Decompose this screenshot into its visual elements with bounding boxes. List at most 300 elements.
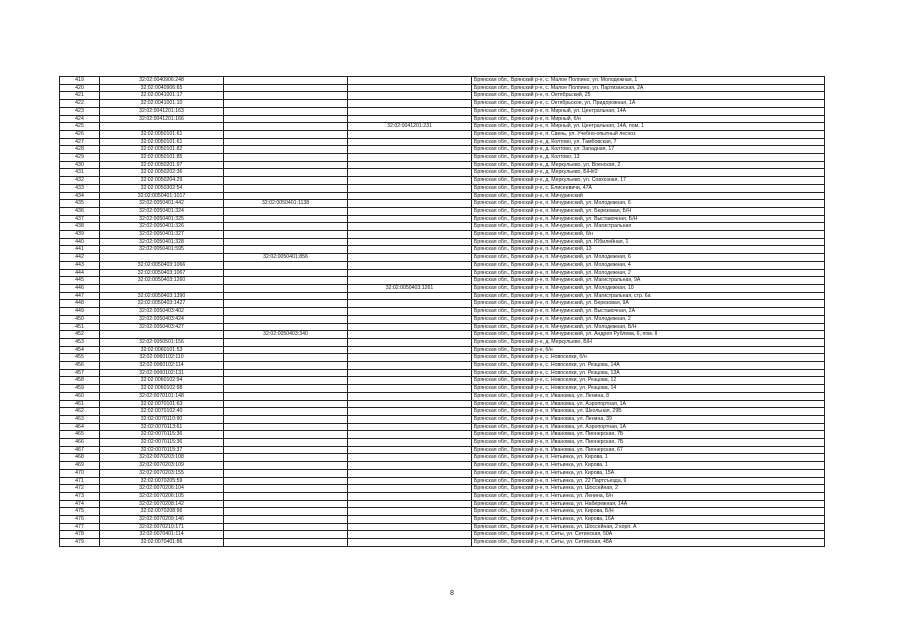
premises-cadastral-number bbox=[348, 269, 472, 277]
address: Брянская обл., Брянский р-н, п. Ивановка, ул. Пионерская, 67 bbox=[472, 446, 825, 454]
building-cadastral-number bbox=[224, 107, 348, 115]
table-row bbox=[60, 154, 825, 162]
row-number: 426 bbox=[60, 130, 100, 138]
premises-cadastral-number bbox=[348, 377, 472, 385]
premises-cadastral-number bbox=[348, 385, 472, 393]
building-cadastral-number: 32:02:0050401:1138 bbox=[224, 200, 348, 208]
building-cadastral-number bbox=[224, 469, 348, 477]
row-number: 444 bbox=[60, 269, 100, 277]
premises-cadastral-number bbox=[348, 77, 472, 85]
row-number: 470 bbox=[60, 469, 100, 477]
table-row bbox=[60, 423, 825, 431]
land-cadastral-number bbox=[100, 254, 224, 262]
row-number: 436 bbox=[60, 207, 100, 215]
premises-cadastral-number bbox=[348, 292, 472, 300]
row-number: 424 bbox=[60, 115, 100, 123]
address: Брянская обл., Брянский р-н, п. Нетьинка, ул. Шоссейная, 2 корп. А bbox=[472, 523, 825, 531]
land-cadastral-number: 32:02:0050403:1067 bbox=[100, 269, 224, 277]
row-number: 466 bbox=[60, 439, 100, 447]
premises-cadastral-number bbox=[348, 369, 472, 377]
row-number: 438 bbox=[60, 223, 100, 231]
address: Брянская обл., Брянский р-н, п. Мичуринский, ул. Молодежная, 6 bbox=[472, 200, 825, 208]
building-cadastral-number bbox=[224, 246, 348, 254]
table-row bbox=[60, 223, 825, 231]
table-row bbox=[60, 462, 825, 470]
row-number: 420 bbox=[60, 84, 100, 92]
table-row bbox=[60, 207, 825, 215]
building-cadastral-number bbox=[224, 408, 348, 416]
building-cadastral-number bbox=[224, 269, 348, 277]
address: Брянская обл., Брянский р-н, д. Колтово, ул. Тамбовская, 7 bbox=[472, 138, 825, 146]
address: Брянская обл., Брянский р-н, п. Ивановка, ул. Пионерская, 7Б bbox=[472, 439, 825, 447]
table-row bbox=[60, 539, 825, 547]
row-number: 477 bbox=[60, 523, 100, 531]
building-cadastral-number bbox=[224, 300, 348, 308]
table-row bbox=[60, 123, 825, 131]
address: Брянская обл., Брянский р-н, д. Колтово, ул. Западная, 17 bbox=[472, 146, 825, 154]
address: Брянская обл., Брянский р-н, п. Нетьинка, ул. Кирова, 16А bbox=[472, 516, 825, 524]
premises-cadastral-number bbox=[348, 138, 472, 146]
address: Брянская обл., Брянский р-н, п. Ивановка, ул. Аэропортная, 1А bbox=[472, 400, 825, 408]
building-cadastral-number bbox=[224, 231, 348, 239]
table-row bbox=[60, 284, 825, 292]
land-cadastral-number: 32:02:0070205:59 bbox=[100, 477, 224, 485]
row-number: 472 bbox=[60, 485, 100, 493]
building-cadastral-number bbox=[224, 138, 348, 146]
row-number: 468 bbox=[60, 454, 100, 462]
document-sheet bbox=[59, 76, 824, 547]
premises-cadastral-number bbox=[348, 192, 472, 200]
premises-cadastral-number bbox=[348, 408, 472, 416]
land-cadastral-number: 32:02:0070206:105 bbox=[100, 492, 224, 500]
row-number: 464 bbox=[60, 423, 100, 431]
land-cadastral-number: 32:02:0060102:114 bbox=[100, 362, 224, 370]
row-number: 431 bbox=[60, 169, 100, 177]
land-cadastral-number: 32:02:0070209:146 bbox=[100, 516, 224, 524]
building-cadastral-number: 32:02:0050403:340 bbox=[224, 331, 348, 339]
land-cadastral-number: 32:02:0060102:94 bbox=[100, 377, 224, 385]
land-cadastral-number: 32:02:0070102:40 bbox=[100, 408, 224, 416]
table-row bbox=[60, 477, 825, 485]
land-cadastral-number: 32:02:0070401:86 bbox=[100, 539, 224, 547]
land-cadastral-number: 32:02:0070110:90 bbox=[100, 415, 224, 423]
building-cadastral-number bbox=[224, 192, 348, 200]
building-cadastral-number bbox=[224, 485, 348, 493]
premises-cadastral-number bbox=[348, 154, 472, 162]
land-cadastral-number: 32:02:0070115:36 bbox=[100, 431, 224, 439]
land-cadastral-number: 32:02:0050101:82 bbox=[100, 146, 224, 154]
land-cadastral-number: 32:02:0050401:442 bbox=[100, 200, 224, 208]
land-cadastral-number: 32:02:0050403:424 bbox=[100, 315, 224, 323]
building-cadastral-number bbox=[224, 100, 348, 108]
table-row bbox=[60, 200, 825, 208]
premises-cadastral-number bbox=[348, 300, 472, 308]
premises-cadastral-number bbox=[348, 508, 472, 516]
premises-cadastral-number: 32:02:0041201:231 bbox=[348, 123, 472, 131]
building-cadastral-number bbox=[224, 385, 348, 393]
row-number: 474 bbox=[60, 500, 100, 508]
address: Брянская обл., Брянский р-н, п. Мичуринский, ул. Молодежная, 10 bbox=[472, 284, 825, 292]
building-cadastral-number bbox=[224, 492, 348, 500]
row-number: 443 bbox=[60, 261, 100, 269]
address: Брянская обл., Брянский р-н, п. Ивановка, ул. Школьная, 29Б bbox=[472, 408, 825, 416]
row-number: 447 bbox=[60, 292, 100, 300]
building-cadastral-number bbox=[224, 161, 348, 169]
land-cadastral-number: 32:02:0040906:65 bbox=[100, 84, 224, 92]
land-cadastral-number: 32:02:0070115:36 bbox=[100, 439, 224, 447]
land-cadastral-number: 32:02:0070210:171 bbox=[100, 523, 224, 531]
table-row bbox=[60, 415, 825, 423]
row-number: 448 bbox=[60, 300, 100, 308]
premises-cadastral-number bbox=[348, 446, 472, 454]
table-row bbox=[60, 184, 825, 192]
table-row bbox=[60, 469, 825, 477]
land-cadastral-number: 32:02:0050403:1260 bbox=[100, 277, 224, 285]
row-number: 451 bbox=[60, 323, 100, 331]
building-cadastral-number bbox=[224, 308, 348, 316]
premises-cadastral-number bbox=[348, 223, 472, 231]
land-cadastral-number: 32:02:0041001:10 bbox=[100, 100, 224, 108]
building-cadastral-number bbox=[224, 454, 348, 462]
table-row bbox=[60, 400, 825, 408]
table-row bbox=[60, 161, 825, 169]
table-row bbox=[60, 523, 825, 531]
premises-cadastral-number bbox=[348, 485, 472, 493]
address: Брянская обл., Брянский р-н, п. Нетьинка, ул. 22 Партсъезда, 9 bbox=[472, 477, 825, 485]
building-cadastral-number bbox=[224, 369, 348, 377]
property-table bbox=[59, 76, 825, 547]
table-row bbox=[60, 362, 825, 370]
row-number: 460 bbox=[60, 392, 100, 400]
table-row bbox=[60, 92, 825, 100]
premises-cadastral-number bbox=[348, 177, 472, 185]
table-row bbox=[60, 354, 825, 362]
premises-cadastral-number: 32:02:0050403:1261 bbox=[348, 284, 472, 292]
row-number: 471 bbox=[60, 477, 100, 485]
premises-cadastral-number bbox=[348, 492, 472, 500]
building-cadastral-number bbox=[224, 115, 348, 123]
table-row bbox=[60, 231, 825, 239]
table-row bbox=[60, 100, 825, 108]
premises-cadastral-number bbox=[348, 392, 472, 400]
building-cadastral-number bbox=[224, 315, 348, 323]
land-cadastral-number: 32:02:0050403:1066 bbox=[100, 261, 224, 269]
table-row bbox=[60, 446, 825, 454]
row-number: 433 bbox=[60, 184, 100, 192]
row-number: 457 bbox=[60, 369, 100, 377]
address: Брянская обл., Брянский р-н, п. Мичуринский, ул. Молодежная, 6 bbox=[472, 254, 825, 262]
land-cadastral-number: 32:02:0041001:17 bbox=[100, 92, 224, 100]
address: Брянская обл., Брянский р-н, с. Октябрьское, ул. Придорожная, 1А bbox=[472, 100, 825, 108]
address: Брянская обл., Брянский р-н, д. Колтово, 13 bbox=[472, 154, 825, 162]
table-row bbox=[60, 277, 825, 285]
address: Брянская обл., Брянский р-н, п. Ивановка, ул. Аэропортная, 1А bbox=[472, 423, 825, 431]
row-number: 421 bbox=[60, 92, 100, 100]
premises-cadastral-number bbox=[348, 500, 472, 508]
address: Брянская обл., Брянский р-н, с. Новоселки, б/н bbox=[472, 354, 825, 362]
address: Брянская обл., Брянский р-н, п. Ивановка, ул. Пионерская, 7Б bbox=[472, 431, 825, 439]
premises-cadastral-number bbox=[348, 238, 472, 246]
table-row bbox=[60, 531, 825, 539]
land-cadastral-number: 32:02:0050403:1427 bbox=[100, 300, 224, 308]
land-cadastral-number: 32:02:0070401:114 bbox=[100, 531, 224, 539]
premises-cadastral-number bbox=[348, 323, 472, 331]
table-row bbox=[60, 500, 825, 508]
table-row bbox=[60, 130, 825, 138]
address: Брянская обл., Брянский р-н, п. Мирный, ул. Центральная, 14А, пом. 1 bbox=[472, 123, 825, 131]
row-number: 459 bbox=[60, 385, 100, 393]
table-row bbox=[60, 246, 825, 254]
premises-cadastral-number bbox=[348, 107, 472, 115]
building-cadastral-number bbox=[224, 446, 348, 454]
building-cadastral-number bbox=[224, 92, 348, 100]
building-cadastral-number bbox=[224, 346, 348, 354]
address: Брянская обл., Брянский р-н, п. Мичуринский, ул. Молодежная, 2 bbox=[472, 269, 825, 277]
address: Брянская обл., Брянский р-н, п. Мичуринский, ул. Молодежная, 4 bbox=[472, 261, 825, 269]
land-cadastral-number: 32:02:0050501:156 bbox=[100, 338, 224, 346]
building-cadastral-number: 32:02:0050401:856 bbox=[224, 254, 348, 262]
table-row bbox=[60, 377, 825, 385]
building-cadastral-number bbox=[224, 323, 348, 331]
table-row bbox=[60, 323, 825, 331]
premises-cadastral-number bbox=[348, 516, 472, 524]
premises-cadastral-number bbox=[348, 439, 472, 447]
table-row bbox=[60, 492, 825, 500]
table-row bbox=[60, 331, 825, 339]
row-number: 440 bbox=[60, 238, 100, 246]
premises-cadastral-number bbox=[348, 431, 472, 439]
table-row bbox=[60, 292, 825, 300]
land-cadastral-number: 32:02:0070208:142 bbox=[100, 500, 224, 508]
address: Брянская обл., Брянский р-н, п. Мичуринский, ул. Березовая, Б/Н bbox=[472, 207, 825, 215]
row-number: 425 bbox=[60, 123, 100, 131]
building-cadastral-number bbox=[224, 377, 348, 385]
premises-cadastral-number bbox=[348, 246, 472, 254]
address: Брянская обл., Брянский р-н, с. Новоселки, ул. Резцова, 13А bbox=[472, 369, 825, 377]
building-cadastral-number bbox=[224, 123, 348, 131]
premises-cadastral-number bbox=[348, 261, 472, 269]
land-cadastral-number: 32:02:0070203:155 bbox=[100, 469, 224, 477]
row-number: 446 bbox=[60, 284, 100, 292]
address: Брянская обл., Брянский р-н, д. Меркульево, ул. Военская, 2 bbox=[472, 161, 825, 169]
building-cadastral-number bbox=[224, 516, 348, 524]
address: Брянская обл., Брянский р-н, п. Мичуринский, ул. Андрея Рублева, 6, пом. II bbox=[472, 331, 825, 339]
land-cadastral-number: 32:02:0050401:1017 bbox=[100, 192, 224, 200]
building-cadastral-number bbox=[224, 477, 348, 485]
address: Брянская обл., Брянский р-н, п. Мичуринский, 13 bbox=[472, 246, 825, 254]
table-row bbox=[60, 338, 825, 346]
address: Брянская обл., Брянский р-н, п. Октябрьский, 25 bbox=[472, 92, 825, 100]
premises-cadastral-number bbox=[348, 146, 472, 154]
building-cadastral-number bbox=[224, 539, 348, 547]
address: Брянская обл., Брянский р-н, с. Елисеевичи, 47А bbox=[472, 184, 825, 192]
address: Брянская обл., Брянский р-н, п. Мичуринский, ул. Юбилейная, 1 bbox=[472, 238, 825, 246]
address: Брянская обл., Брянский р-н, п. Сеты, ул. Сетинская, 50А bbox=[472, 531, 825, 539]
land-cadastral-number: 32:02:0070203:108 bbox=[100, 454, 224, 462]
page-number: 8 bbox=[450, 590, 454, 597]
building-cadastral-number bbox=[224, 392, 348, 400]
building-cadastral-number bbox=[224, 338, 348, 346]
land-cadastral-number: 32:02:0050101:85 bbox=[100, 154, 224, 162]
table-row bbox=[60, 254, 825, 262]
premises-cadastral-number bbox=[348, 277, 472, 285]
table-row bbox=[60, 454, 825, 462]
premises-cadastral-number bbox=[348, 539, 472, 547]
row-number: 428 bbox=[60, 146, 100, 154]
table-row bbox=[60, 84, 825, 92]
premises-cadastral-number bbox=[348, 161, 472, 169]
land-cadastral-number: 32:02:0070101:148 bbox=[100, 392, 224, 400]
row-number: 423 bbox=[60, 107, 100, 115]
premises-cadastral-number bbox=[348, 207, 472, 215]
premises-cadastral-number bbox=[348, 315, 472, 323]
table-row bbox=[60, 177, 825, 185]
row-number: 465 bbox=[60, 431, 100, 439]
address: Брянская обл., Брянский р-н, п. Свень, ул. Учебно-опытный лесхоз bbox=[472, 130, 825, 138]
building-cadastral-number bbox=[224, 277, 348, 285]
row-number: 441 bbox=[60, 246, 100, 254]
table-row bbox=[60, 392, 825, 400]
building-cadastral-number bbox=[224, 362, 348, 370]
premises-cadastral-number bbox=[348, 254, 472, 262]
premises-cadastral-number bbox=[348, 469, 472, 477]
row-number: 429 bbox=[60, 154, 100, 162]
table-row bbox=[60, 369, 825, 377]
premises-cadastral-number bbox=[348, 400, 472, 408]
address: Брянская обл., Брянский р-н, п. Мичуринский, ул. Магистральная, 9А bbox=[472, 277, 825, 285]
address: Брянская обл., Брянский р-н, п. Мичуринский, ул. Березовая, 9А bbox=[472, 300, 825, 308]
land-cadastral-number: 32:02:0050401:595 bbox=[100, 246, 224, 254]
address: Брянская обл., Брянский р-н, д. Меркульево, ул. Совхозная, 17 bbox=[472, 177, 825, 185]
row-number: 434 bbox=[60, 192, 100, 200]
premises-cadastral-number bbox=[348, 362, 472, 370]
row-number: 427 bbox=[60, 138, 100, 146]
row-number: 453 bbox=[60, 338, 100, 346]
building-cadastral-number bbox=[224, 223, 348, 231]
land-cadastral-number: 32:02:0050204:29 bbox=[100, 177, 224, 185]
row-number: 461 bbox=[60, 400, 100, 408]
building-cadastral-number bbox=[224, 415, 348, 423]
address: Брянская обл., Брянский р-н, п. Сеты, ул. Сетинская, 48А bbox=[472, 539, 825, 547]
address: Брянская обл., Брянский р-н, п. Мичуринский, ул. Молодежная, 2 bbox=[472, 315, 825, 323]
address: Брянская обл., Брянский р-н, п. Мичуринский, ул. Выставочная, 2А bbox=[472, 308, 825, 316]
land-cadastral-number: 32:02:0050403:1390 bbox=[100, 292, 224, 300]
address: Брянская обл., Брянский р-н, п. Ивановка, ул. Ленина, 8 bbox=[472, 392, 825, 400]
table-row bbox=[60, 238, 825, 246]
land-cadastral-number: 32:02:0060101:53 bbox=[100, 346, 224, 354]
land-cadastral-number: 32:02:0050302:54 bbox=[100, 184, 224, 192]
address: Брянская обл., Брянский р-н, п. Нетьинка, ул. Кирова, 1 bbox=[472, 462, 825, 470]
address: Брянская обл., Брянский р-н, д. Меркульево, Б/Н bbox=[472, 338, 825, 346]
row-number: 435 bbox=[60, 200, 100, 208]
address: Брянская обл., Брянский р-н, п. Мичуринский, ул. Выставочная, Б/Н bbox=[472, 215, 825, 223]
premises-cadastral-number bbox=[348, 100, 472, 108]
table-row bbox=[60, 107, 825, 115]
building-cadastral-number bbox=[224, 500, 348, 508]
row-number: 478 bbox=[60, 531, 100, 539]
building-cadastral-number bbox=[224, 284, 348, 292]
building-cadastral-number bbox=[224, 400, 348, 408]
row-number: 430 bbox=[60, 161, 100, 169]
premises-cadastral-number bbox=[348, 308, 472, 316]
table-row bbox=[60, 308, 825, 316]
premises-cadastral-number bbox=[348, 454, 472, 462]
premises-cadastral-number bbox=[348, 231, 472, 239]
land-cadastral-number: 32:02:0050401:328 bbox=[100, 238, 224, 246]
premises-cadastral-number bbox=[348, 331, 472, 339]
building-cadastral-number bbox=[224, 523, 348, 531]
address: Брянская обл., Брянский р-н, п. Мирный, ул. Центральная, 14А bbox=[472, 107, 825, 115]
land-cadastral-number: 32:02:0060102:110 bbox=[100, 354, 224, 362]
land-cadastral-number: 32:02:0060102:131 bbox=[100, 369, 224, 377]
land-cadastral-number: 32:02:0050401:325 bbox=[100, 215, 224, 223]
row-number: 450 bbox=[60, 315, 100, 323]
building-cadastral-number bbox=[224, 177, 348, 185]
table-row bbox=[60, 169, 825, 177]
land-cadastral-number: 32:02:0070113:61 bbox=[100, 423, 224, 431]
premises-cadastral-number bbox=[348, 523, 472, 531]
row-number: 449 bbox=[60, 308, 100, 316]
address: Брянская обл., Брянский р-н, с. Новоселки, ул. Резцова, 14 bbox=[472, 385, 825, 393]
land-cadastral-number: 32:02:0070206:104 bbox=[100, 485, 224, 493]
building-cadastral-number bbox=[224, 184, 348, 192]
row-number: 463 bbox=[60, 415, 100, 423]
address: Брянская обл., Брянский р-н, п. Нетьинка, ул. Шоссейная, 2 bbox=[472, 485, 825, 493]
building-cadastral-number bbox=[224, 462, 348, 470]
row-number: 476 bbox=[60, 516, 100, 524]
table-row bbox=[60, 385, 825, 393]
row-number: 458 bbox=[60, 377, 100, 385]
premises-cadastral-number bbox=[348, 84, 472, 92]
table-row bbox=[60, 261, 825, 269]
building-cadastral-number bbox=[224, 207, 348, 215]
building-cadastral-number bbox=[224, 84, 348, 92]
row-number: 475 bbox=[60, 508, 100, 516]
land-cadastral-number: 32:02:0050201:97 bbox=[100, 161, 224, 169]
building-cadastral-number bbox=[224, 215, 348, 223]
land-cadastral-number bbox=[100, 123, 224, 131]
land-cadastral-number: 32:02:0050202:36 bbox=[100, 169, 224, 177]
table-row bbox=[60, 516, 825, 524]
row-number: 432 bbox=[60, 177, 100, 185]
land-cadastral-number: 32:02:0070101:63 bbox=[100, 400, 224, 408]
table-row bbox=[60, 346, 825, 354]
row-number: 442 bbox=[60, 254, 100, 262]
address: Брянская обл., Брянский р-н, п. Ивановка, ул. Ленина, 39 bbox=[472, 415, 825, 423]
land-cadastral-number: 32:02:0050403:402 bbox=[100, 308, 224, 316]
address: Брянская обл., Брянский р-н, с. Новоселки, ул. Резцова, 12 bbox=[472, 377, 825, 385]
address: Брянская обл., Брянский р-н, п. Нетьинка, ул. Кирова, Б/Н bbox=[472, 508, 825, 516]
table-row bbox=[60, 269, 825, 277]
land-cadastral-number: 32:02:0050101:61 bbox=[100, 130, 224, 138]
table-row bbox=[60, 192, 825, 200]
premises-cadastral-number bbox=[348, 200, 472, 208]
building-cadastral-number bbox=[224, 77, 348, 85]
table-row bbox=[60, 431, 825, 439]
address: Брянская обл., Брянский р-н, д. Меркульево, Б/Н#2 bbox=[472, 169, 825, 177]
premises-cadastral-number bbox=[348, 462, 472, 470]
row-number: 479 bbox=[60, 539, 100, 547]
address: Брянская обл., Брянский р-н, п. Мирный, б/н bbox=[472, 115, 825, 123]
row-number: 437 bbox=[60, 215, 100, 223]
row-number: 454 bbox=[60, 346, 100, 354]
building-cadastral-number bbox=[224, 354, 348, 362]
land-cadastral-number: 32:02:0060102:98 bbox=[100, 385, 224, 393]
building-cadastral-number bbox=[224, 130, 348, 138]
table-row bbox=[60, 138, 825, 146]
building-cadastral-number bbox=[224, 423, 348, 431]
premises-cadastral-number bbox=[348, 115, 472, 123]
